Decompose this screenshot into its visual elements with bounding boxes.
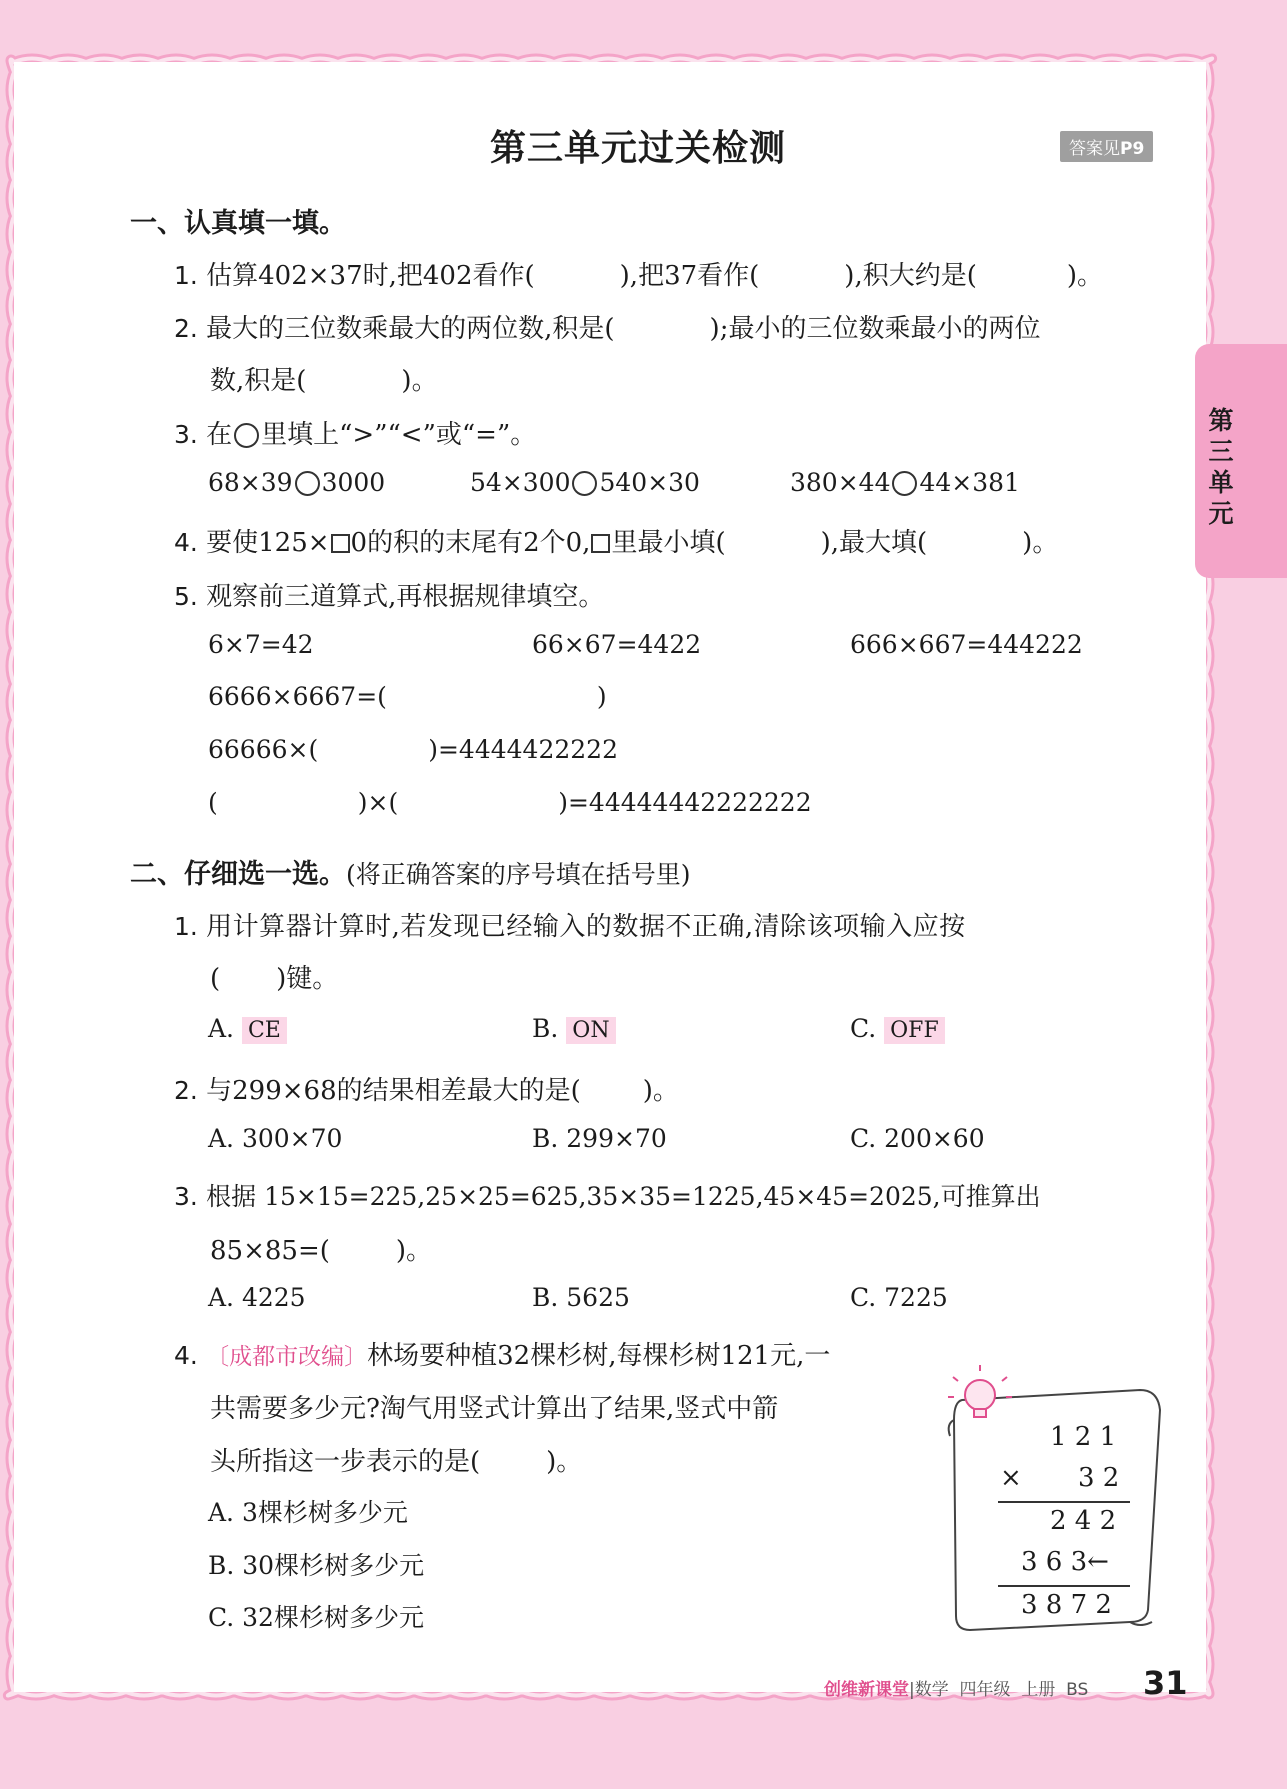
option-value: 7225	[884, 1283, 948, 1312]
option-letter: B.	[208, 1551, 235, 1580]
option-letter: B.	[532, 1124, 559, 1153]
question-text: 里填上“>”“<”或“=”。	[261, 420, 537, 450]
section1-heading: 一、认真填一填。	[130, 208, 346, 239]
s2-question-1	[174, 906, 966, 943]
tab-char: 元	[1208, 499, 1234, 528]
s2-question-3-cont	[210, 1230, 432, 1267]
page-number: 31	[1143, 1664, 1188, 1702]
answer-blank[interactable]	[306, 366, 401, 396]
square-blank-icon	[591, 534, 610, 553]
s1-question-3	[174, 414, 536, 451]
arrow-left-icon: ←	[1087, 1547, 1109, 1577]
answer-blank[interactable]	[535, 261, 620, 291]
answer-badge-label: 答案见	[1069, 139, 1120, 159]
question-text: )键。	[276, 964, 339, 994]
question-text: 用计算器计算时,若发现已经输入的数据不正确,清除该项输入应按	[206, 912, 966, 942]
question-text: ),积大约是(	[844, 261, 977, 291]
answer-blank[interactable]	[220, 964, 276, 994]
question-text: 根据 15×15=225,25×25=625,35×35=1225,45×45=2025,可推算出	[206, 1182, 1041, 1211]
option-a[interactable]	[208, 1124, 342, 1153]
question-text: ),最大填(	[820, 528, 928, 558]
question-text: )。	[1022, 528, 1059, 558]
option-value: 5625	[566, 1283, 630, 1312]
question-text: )。	[546, 1447, 583, 1477]
s2-question-3	[174, 1177, 1041, 1213]
footer-details: 数学 四年级 上册 BS	[914, 1680, 1089, 1700]
question-number: 1.	[174, 261, 198, 290]
section2-heading-text: 二、仔细选一选。	[130, 859, 346, 890]
pattern-equation: 6×7=42	[208, 630, 314, 659]
pattern-equation: 66×67=4422	[532, 630, 702, 659]
calc-partial-1: 2 4 2	[1050, 1506, 1117, 1536]
source-tag: 〔成都市改编〕	[206, 1344, 368, 1370]
compare-item	[470, 468, 700, 497]
question-number: 5.	[174, 582, 198, 611]
answer-blank[interactable]	[398, 788, 558, 817]
compare-right: 540×30	[599, 468, 700, 497]
question-text: 最大的三位数乘最大的两位数,积是(	[206, 314, 615, 344]
s1-question-4	[174, 522, 1058, 559]
fill-text: )=4444422222	[428, 735, 618, 764]
question-text: 观察前三道算式,再根据规律填空。	[206, 582, 605, 612]
option-c[interactable]	[850, 1014, 945, 1044]
answer-blank[interactable]	[581, 1076, 643, 1106]
s2-question-2	[174, 1070, 679, 1107]
calc-partial-2	[1021, 1547, 1109, 1577]
fill-text: )	[596, 682, 607, 711]
question-number: 3.	[174, 420, 198, 449]
compare-left: 54×300	[470, 468, 571, 497]
fill-text: 6666×6667=(	[208, 682, 387, 711]
question-text: 85×85=(	[210, 1236, 330, 1266]
s2-question-1-cont	[210, 958, 338, 995]
calculator-key-ce: CE	[242, 1017, 287, 1044]
compare-circle[interactable]	[572, 471, 597, 496]
question-text: )。	[401, 366, 438, 396]
s2-question-4-cont2	[210, 1441, 582, 1478]
question-text: 要使125×	[206, 528, 330, 558]
option-letter: A.	[208, 1498, 235, 1527]
option-value: 299×70	[566, 1124, 667, 1153]
option-a[interactable]	[208, 1493, 408, 1529]
question-text: 头所指这一步表示的是(	[210, 1447, 481, 1477]
footer-info	[824, 1675, 1088, 1700]
pattern-fill-line-1	[208, 682, 607, 711]
option-letter: B.	[532, 1283, 559, 1312]
compare-item	[790, 468, 1020, 497]
answer-badge	[1060, 131, 1153, 162]
question-text: );最小的三位数乘最小的两位	[709, 314, 1041, 344]
question-text: 在	[206, 420, 233, 450]
tab-char: 单	[1208, 468, 1234, 497]
answer-blank[interactable]	[927, 528, 1022, 558]
option-value: 300×70	[241, 1124, 343, 1153]
option-b[interactable]	[532, 1124, 667, 1153]
square-blank-icon	[331, 534, 350, 553]
answer-blank[interactable]	[330, 1236, 396, 1266]
question-text: 林场要种植32棵杉树,每棵杉树121元,一	[367, 1341, 831, 1371]
question-number: 3.	[174, 1182, 198, 1211]
compare-left: 68×39	[208, 468, 293, 497]
question-text: )。	[1066, 261, 1104, 291]
option-value: 4225	[241, 1283, 306, 1312]
question-text: ),把37看作(	[619, 261, 760, 291]
question-text: 里最小填(	[611, 528, 726, 558]
s2-question-4	[174, 1335, 830, 1372]
pattern-equation: 666×667=444222	[850, 630, 1083, 659]
compare-right: 3000	[321, 468, 386, 497]
page-title: 第三单元过关检测	[490, 128, 787, 169]
fill-text: )=44444442222222	[558, 788, 812, 817]
tab-char: 三	[1208, 437, 1234, 466]
compare-circle[interactable]	[295, 471, 320, 496]
footer-brand: 创维新课堂	[824, 1680, 909, 1700]
answer-blank[interactable]	[218, 788, 358, 817]
answer-blank[interactable]	[726, 528, 821, 558]
option-b[interactable]	[208, 1546, 424, 1582]
pattern-fill-line-3	[208, 788, 812, 817]
option-letter: A.	[208, 1014, 235, 1043]
calculator-key-off: OFF	[884, 1017, 945, 1044]
calc-rule-2	[998, 1585, 1130, 1587]
option-c[interactable]	[208, 1598, 424, 1634]
calc-partial-2-digits: 3 6 3	[1021, 1547, 1088, 1577]
answer-blank[interactable]	[387, 682, 597, 711]
calc-rule-1	[998, 1501, 1130, 1503]
option-c[interactable]	[850, 1124, 985, 1153]
option-value: 3棵杉树多少元	[241, 1498, 408, 1527]
lightbulb-icon	[944, 1365, 1014, 1435]
fill-text: )×(	[357, 788, 399, 817]
option-letter: C.	[850, 1124, 877, 1153]
unit-side-tab-label	[1206, 405, 1236, 529]
question-text: 与299×68的结果相差最大的是(	[206, 1076, 581, 1106]
answer-blank[interactable]	[318, 735, 428, 764]
fill-text: 66666×(	[208, 735, 319, 764]
section2-note: (将正确答案的序号填在括号里)	[346, 860, 691, 889]
compare-right: 44×381	[919, 468, 1020, 497]
circle-icon	[234, 423, 259, 448]
s1-question-2	[174, 308, 1040, 345]
question-number: 1.	[174, 912, 198, 941]
compare-circle[interactable]	[892, 471, 917, 496]
calc-multiplier: 3 2	[1078, 1463, 1120, 1493]
question-text: 数,积是(	[210, 366, 307, 396]
option-letter: C.	[850, 1014, 877, 1043]
option-letter: C.	[208, 1603, 235, 1632]
option-value: 32棵杉树多少元	[242, 1603, 424, 1632]
answer-blank[interactable]	[615, 314, 710, 344]
question-number: 2.	[174, 314, 198, 343]
answer-blank[interactable]	[977, 261, 1067, 291]
option-b[interactable]	[532, 1283, 630, 1312]
option-letter: A.	[208, 1283, 235, 1312]
answer-badge-page: P9	[1120, 139, 1145, 159]
s1-question-1	[174, 255, 1103, 292]
pattern-fill-line-2	[208, 735, 618, 764]
option-letter: B.	[532, 1014, 559, 1043]
s1-question-5	[174, 576, 604, 613]
question-text: 0的积的末尾有2个0,	[350, 528, 591, 558]
option-a[interactable]	[208, 1283, 306, 1312]
calc-product: 3 8 7 2	[1021, 1590, 1112, 1620]
option-b[interactable]	[532, 1014, 616, 1044]
option-value: 200×60	[884, 1124, 985, 1153]
footer-separator: |	[909, 1680, 915, 1700]
s1-question-2-cont	[210, 360, 438, 397]
compare-left: 380×44	[790, 468, 891, 497]
calc-times-sign: ×	[1000, 1463, 1022, 1493]
question-text: )。	[642, 1076, 679, 1106]
tab-char: 第	[1208, 406, 1234, 435]
section2-heading	[130, 852, 691, 891]
s2-question-4-cont: 共需要多少元?淘气用竖式计算出了结果,竖式中箭	[210, 1394, 779, 1424]
question-text: )。	[395, 1236, 433, 1266]
answer-blank[interactable]	[480, 1447, 546, 1477]
compare-item	[208, 468, 385, 497]
question-number: 4.	[174, 1341, 198, 1370]
calculator-key-on: ON	[566, 1017, 615, 1044]
option-value: 30棵杉树多少元	[242, 1551, 425, 1580]
fill-text: (	[208, 788, 218, 817]
answer-blank[interactable]	[759, 261, 844, 291]
option-letter: A.	[208, 1124, 235, 1153]
option-c[interactable]	[850, 1283, 948, 1312]
option-letter: C.	[850, 1283, 877, 1312]
question-number: 2.	[174, 1076, 198, 1105]
calc-multiplicand: 1 2 1	[1050, 1422, 1117, 1452]
question-text: (	[210, 964, 221, 994]
option-a[interactable]	[208, 1014, 287, 1044]
question-number: 4.	[174, 528, 198, 557]
question-text: 估算402×37时,把402看作(	[206, 261, 535, 291]
